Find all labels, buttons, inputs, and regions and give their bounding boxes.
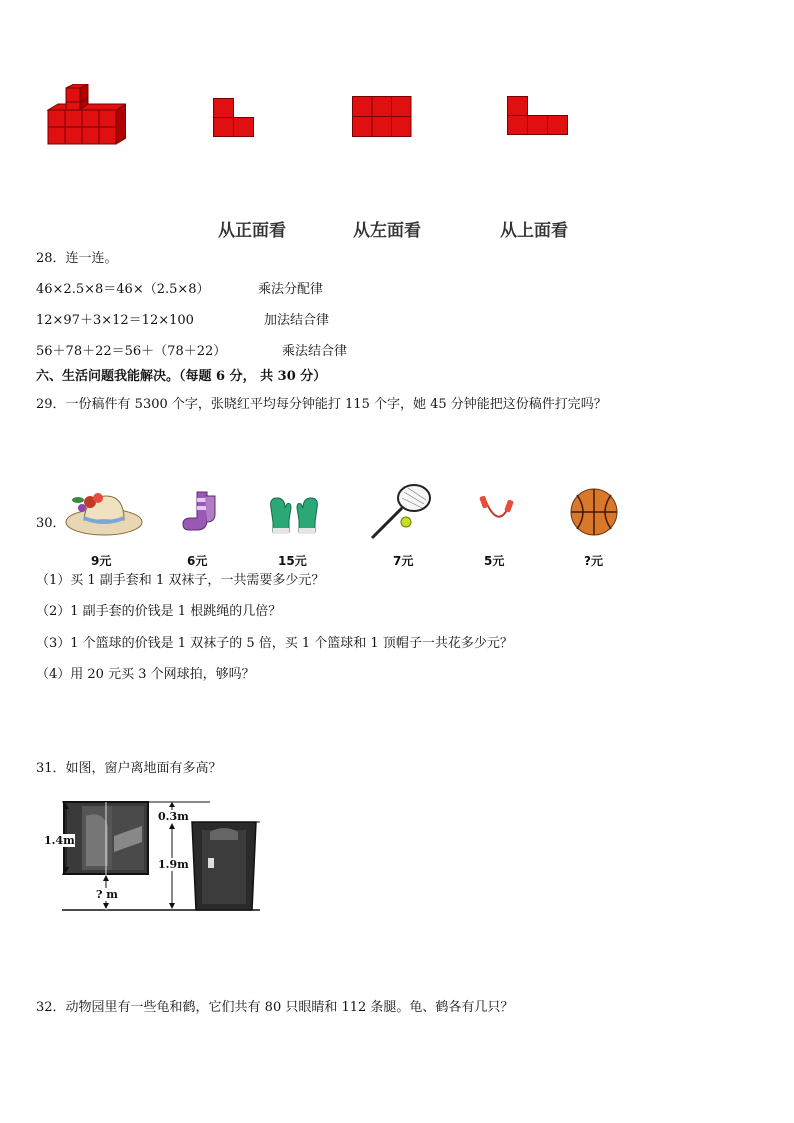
q28-title: 28．连一连。 bbox=[36, 251, 118, 266]
q28-right-1: 乘法分配律 bbox=[258, 282, 324, 297]
label-unknown-height: ? m bbox=[96, 888, 118, 901]
label-gap: 0.3m bbox=[158, 810, 189, 823]
view-label-left: 从左面看 bbox=[353, 221, 421, 241]
q30-sub-4: （4）用 20 元买 3 个网球拍，够吗？ bbox=[36, 667, 255, 682]
view-left-figure bbox=[352, 96, 412, 138]
basketball-icon bbox=[569, 487, 619, 537]
q28-right-3: 乘法结合律 bbox=[282, 344, 348, 359]
label-window-height: 1.4m bbox=[44, 834, 75, 847]
q28-right-2: 加法结合律 bbox=[264, 313, 330, 328]
price-gloves: 15元 bbox=[278, 554, 307, 568]
price-tennis-racket: 7元 bbox=[393, 554, 414, 568]
section-6-heading: 六、生活问题我能解决。（每题 6 分， 共 30 分） bbox=[36, 369, 327, 384]
q29-text: 29．一份稿件有 5300 个字，张晓红平均每分钟能打 115 个字，她 45 分钟能把这份稿件打完吗？ bbox=[36, 397, 607, 412]
socks-icon bbox=[181, 490, 217, 536]
q30-sub-1: （1）买 1 副手套和 1 双袜子，一共需要多少元？ bbox=[36, 573, 325, 588]
q32-text: 32．动物园里有一些龟和鹤，它们共有 80 只眼睛和 112 条腿。龟、鹤各有几只？ bbox=[36, 1000, 514, 1015]
q30-sub-3: （3）1 个篮球的价钱是 1 双袜子的 5 倍，买 1 个篮球和 1 顶帽子一共花多少元？ bbox=[36, 636, 513, 651]
q30-number: 30． bbox=[36, 516, 66, 531]
q31-text: 31．如图，窗户离地面有多高？ bbox=[36, 761, 222, 776]
q28-left-3: 56＋78＋22＝56＋（78＋22） bbox=[36, 344, 227, 359]
view-label-front: 从正面看 bbox=[218, 221, 286, 241]
view-top-figure bbox=[507, 96, 569, 136]
hat-icon bbox=[64, 488, 144, 538]
price-basketball: ?元 bbox=[584, 554, 603, 568]
jump-rope-icon bbox=[478, 494, 518, 530]
q28-left-1: 46×2.5×8＝46×（2.5×8） bbox=[36, 282, 210, 297]
q30-sub-2: （2）1 副手套的价钱是 1 根跳绳的几倍？ bbox=[36, 604, 282, 619]
price-socks: 6元 bbox=[187, 554, 208, 568]
view-front-figure bbox=[213, 98, 255, 138]
view-label-top: 从上面看 bbox=[500, 221, 568, 241]
gloves-icon bbox=[265, 494, 323, 536]
label-cabinet-height: 1.9m bbox=[158, 858, 189, 871]
tennis-racket-icon bbox=[368, 482, 434, 542]
price-jump-rope: 5元 bbox=[484, 554, 505, 568]
q28-left-2: 12×97＋3×12＝12×100 bbox=[36, 313, 194, 328]
price-hat: 9元 bbox=[91, 554, 112, 568]
cube-solid-figure bbox=[44, 84, 126, 146]
window-diagram bbox=[42, 796, 272, 916]
